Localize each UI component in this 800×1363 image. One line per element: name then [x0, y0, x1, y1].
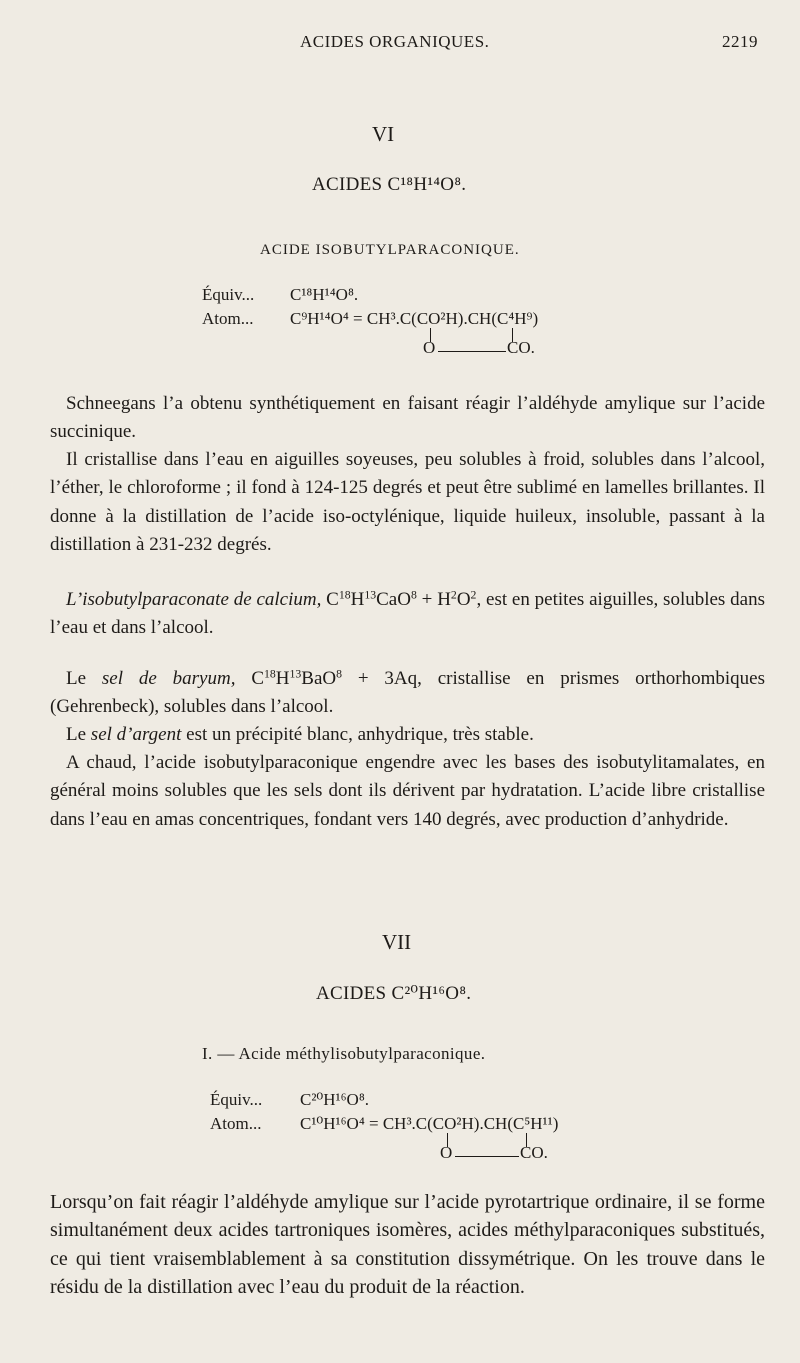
- ring-oxygen-vii: O: [440, 1143, 453, 1162]
- ring-oxygen: O: [423, 338, 436, 357]
- equiv-label: Équiv...: [202, 285, 255, 304]
- paragraph-silver-salt: Le sel d’argent est un précipité blanc, anhydrique, très stable.: [66, 724, 534, 745]
- page-number: 2219: [722, 32, 758, 51]
- paragraph-synthesis: Schneegans l’a obtenu synthétiquement en faisant réagir l’aldéhyde amylique sur l’acide succinique.: [50, 393, 765, 443]
- ring-carbonyl: CO.: [507, 338, 535, 357]
- paragraph-barium-salt: Le sel de baryum, $C^{18}H^{13}BaO^8 + 3Aq$, cristallise en prismes orthorhombiques (Gehrenbeck), solubles dans l’alcool.: [50, 667, 765, 718]
- atom-formula-vii: C¹⁰H¹⁶O⁴ = CH³.C(CO²H).CH(C⁵H¹¹): [300, 1114, 559, 1133]
- section-numeral-vii: VII: [382, 930, 412, 954]
- ring-bond: [438, 351, 506, 352]
- atom-formula: C⁹H¹⁴O⁴ = CH³.C(CO²H).CH(C⁴H⁹): [290, 309, 539, 328]
- atom-label: Atom...: [202, 309, 254, 328]
- equiv-formula: C¹⁸H¹⁴O⁸.: [290, 285, 359, 304]
- section-title-vii: ACIDES C²⁰H¹⁶O⁸.: [316, 983, 472, 1004]
- running-title: ACIDES ORGANIQUES.: [300, 32, 490, 51]
- paragraph-properties: Il cristallise dans l’eau en aiguilles soyeuses, peu solubles à froid, solubles dans l’alcool, l’éther, le chloroforme ; il fond à 124-125 degrés et peut être sublimé en lamelles brillantes. Il donne à la distillation de l’acide iso-octylénique, liquide huileux, insoluble, passant à la distillation à 231-232 degrés.: [50, 449, 765, 556]
- equiv-formula-vii: C²⁰H¹⁶O⁸.: [300, 1090, 370, 1109]
- compound-title-methylisobutylparaconique: I. — Acide méthylisobutylparaconique.: [202, 1044, 486, 1063]
- paragraph-calcium-salt: L’isobutylparaconate de calcium, $C^{18}H^{13}CaO^8 + H^2O^2$, est en petites aiguilles, solubles dans l’eau et dans l’alcool.: [50, 588, 765, 639]
- atom-label-vii: Atom...: [210, 1114, 262, 1133]
- section-numeral-vi: VI: [372, 122, 395, 146]
- section-title-vi: ACIDES C¹⁸H¹⁴O⁸.: [312, 174, 467, 195]
- ring-carbonyl-vii: CO.: [520, 1143, 548, 1162]
- equiv-label-vii: Équiv...: [210, 1090, 263, 1109]
- paragraph-pyrotartaric: Lorsqu’on fait réagir l’aldéhyde amylique sur l’acide pyrotartrique ordinaire, il se forme simultanément deux acides tartroniques isomères, acides méthylparaconiques substitués, ce qui tient vraisemblablement à sa constitution dissymétrique. On les trouve dans le résidu de la distillation avec l’eau du produit de la réaction.: [50, 1191, 765, 1299]
- paragraph-heating: A chaud, l’acide isobutylparaconique engendre avec les bases des isobutylitamalates, en général moins solubles que les sels dont ils dérivent par hydratation. L’acide libre cristallise dans l’eau en amas concentriques, fondant vers 140 degrés, avec production d’anhydride.: [50, 752, 765, 830]
- compound-title-isobutylparaconique: ACIDE ISOBUTYLPARACONIQUE.: [260, 242, 520, 258]
- ring-bond-vii: [455, 1156, 519, 1157]
